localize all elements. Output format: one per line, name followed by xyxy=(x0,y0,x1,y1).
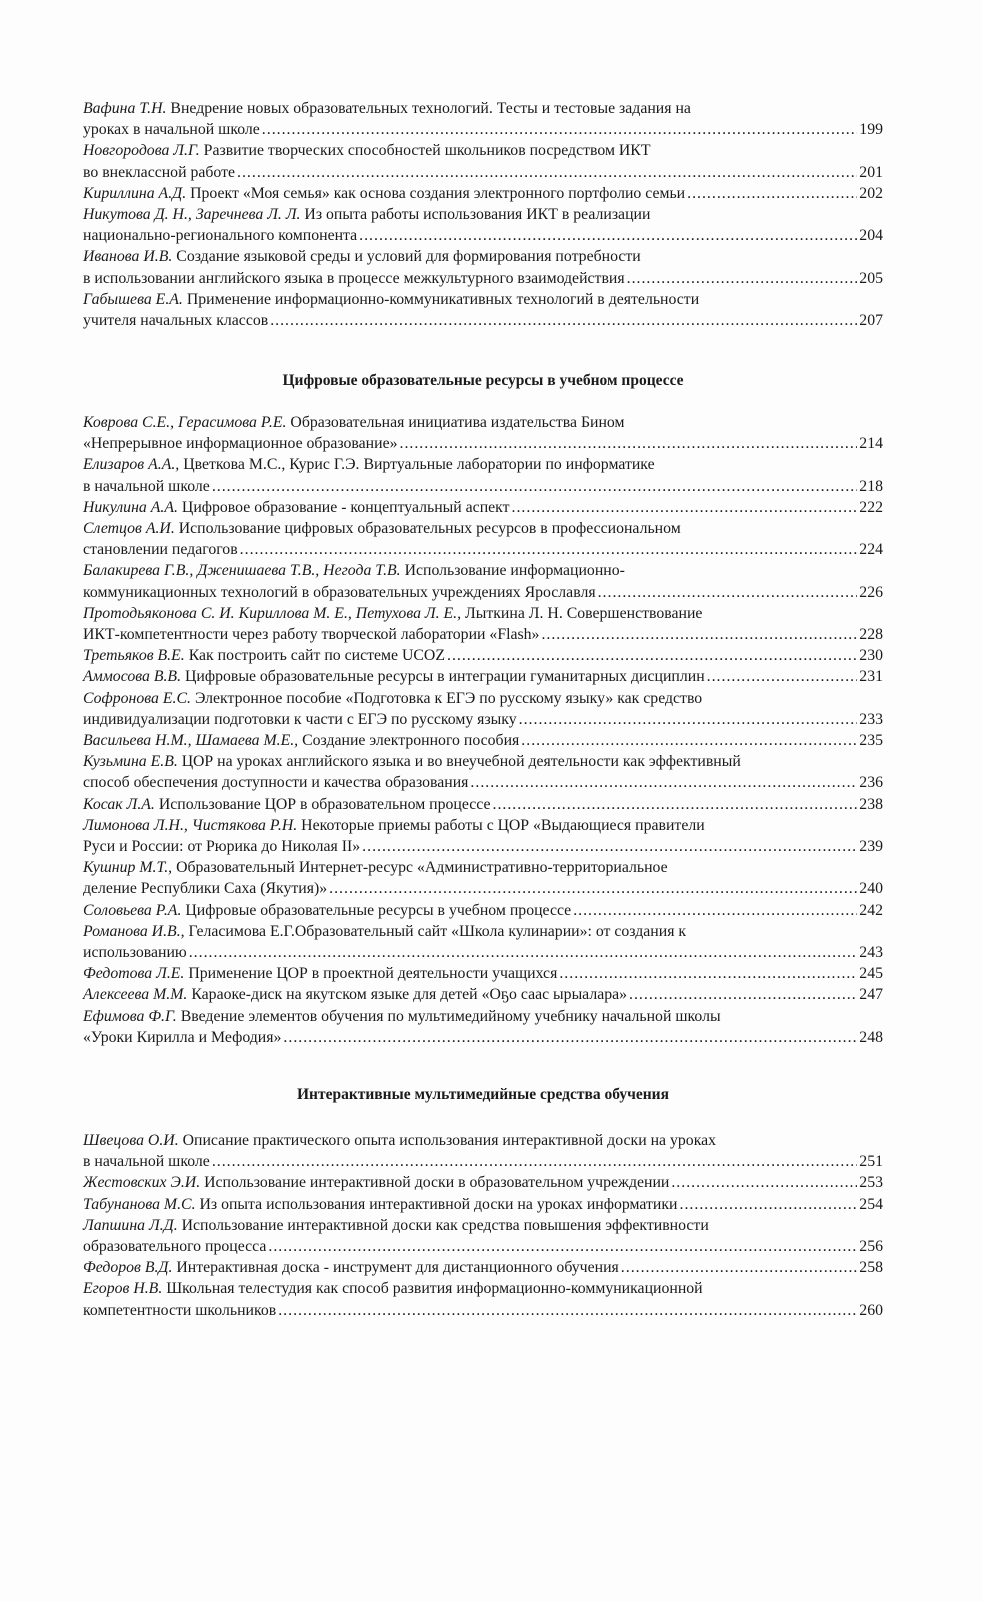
dot-leader xyxy=(493,794,858,815)
entry-text xyxy=(83,772,468,793)
toc-entry-line xyxy=(83,942,883,963)
toc-entry-line xyxy=(83,921,883,942)
section-title: Цифровые образовательные ресурсы в учебном процессе xyxy=(282,372,684,389)
entry-title-line: ЦОР на уроках английского языка и во внеучебной деятельности как эффективный xyxy=(181,753,741,771)
toc-entry-line xyxy=(83,836,883,857)
toc-entry-line xyxy=(83,1027,883,1048)
page-number[interactable]: 202 xyxy=(859,184,883,202)
toc-entry[interactable] xyxy=(83,204,883,246)
entry-text xyxy=(83,815,705,836)
entry-author: Елизаров А.А., xyxy=(83,456,180,474)
toc-entry-line xyxy=(83,539,883,560)
entry-author: Коврова С.Е., Герасимова Р.Е. xyxy=(83,414,287,431)
toc-entry-line xyxy=(83,162,883,183)
toc-entry-line xyxy=(83,688,883,709)
toc-entry[interactable] xyxy=(83,1130,883,1172)
page-number[interactable]: 238 xyxy=(859,795,883,813)
toc-entry-line xyxy=(83,1006,883,1027)
entry-title-line: Образовательная инициатива издательства Бином xyxy=(290,414,625,431)
dot-leader xyxy=(512,497,858,518)
toc-entry-line xyxy=(83,1194,883,1215)
toc-entry[interactable] xyxy=(83,921,883,963)
toc-entry[interactable] xyxy=(83,98,883,140)
entry-text xyxy=(83,624,539,645)
toc-entry-line xyxy=(83,794,883,815)
toc-entry-line xyxy=(83,412,883,433)
entry-title-line: учителя начальных классов xyxy=(83,312,269,330)
entry-text xyxy=(83,603,702,624)
dot-leader xyxy=(627,268,858,289)
entry-text xyxy=(83,204,650,225)
dot-leader xyxy=(212,1151,857,1172)
entry-text xyxy=(83,709,517,730)
entry-title-line: Интерактивная доска - инструмент для дистанционного обучения xyxy=(176,1259,619,1277)
toc-entry-line xyxy=(83,666,883,687)
dot-leader xyxy=(519,709,858,730)
page-number[interactable]: 222 xyxy=(859,498,883,516)
page-number[interactable]: 199 xyxy=(859,121,883,139)
entry-title-line: Из опыта работы использования ИКТ в реализации xyxy=(304,206,651,224)
dot-leader xyxy=(329,878,857,899)
entry-text xyxy=(83,268,625,289)
entry-text xyxy=(83,1278,703,1299)
entry-title-line: Описание практического опыта использования интерактивной доски на уроках xyxy=(182,1132,717,1149)
page-number[interactable]: 236 xyxy=(859,774,883,792)
entry-text xyxy=(83,794,491,815)
toc-entry-line xyxy=(83,857,883,878)
entry-title-line: Применение ЦОР в проектной деятельности учащихся xyxy=(188,965,558,983)
entry-author: Табунанова М.С. xyxy=(83,1195,196,1213)
dot-leader xyxy=(268,1236,857,1257)
toc-entry[interactable] xyxy=(83,454,883,496)
toc-entry-line xyxy=(83,497,883,518)
toc-entry[interactable] xyxy=(83,560,883,602)
entry-title-line: Использование интерактивной доски как средства повышения эффективности xyxy=(181,1216,709,1234)
entry-text xyxy=(83,942,187,963)
entry-author: Васильева Н.М., Шамаева М.Е., xyxy=(83,732,299,750)
entry-author: Аммосова В.В. xyxy=(83,668,182,686)
entry-title-line: в использовании английского языка в процессе межкультурного взаимодействия xyxy=(83,269,625,287)
page-number[interactable]: 242 xyxy=(859,901,883,919)
page-number[interactable]: 245 xyxy=(859,965,883,983)
toc-entry-line xyxy=(83,1215,883,1236)
entry-text xyxy=(83,433,398,454)
entry-text xyxy=(83,162,235,183)
dot-leader xyxy=(362,836,857,857)
toc-section-2 xyxy=(83,1130,883,1321)
dot-leader xyxy=(559,963,857,984)
toc-entry-line xyxy=(83,878,883,899)
toc-entry-line xyxy=(83,582,883,603)
entry-title-line: индивидуализации подготовки к части с ЕГЭ по русскому языку xyxy=(83,710,517,728)
entry-text xyxy=(83,645,445,666)
toc-section-0 xyxy=(83,98,883,331)
entry-text xyxy=(83,730,519,751)
page-number[interactable]: 205 xyxy=(859,269,883,287)
toc-entry-line xyxy=(83,963,883,984)
toc-entry-line xyxy=(83,815,883,836)
entry-title-line: образовательного процесса xyxy=(83,1238,267,1256)
entry-author: Софронова Е.С. xyxy=(83,689,191,707)
toc-entry-line xyxy=(83,984,883,1005)
toc-entry[interactable] xyxy=(83,289,883,331)
entry-title-line: Проект «Моя семья» как основа создания электронного портфолио семьи xyxy=(190,184,686,202)
entry-text xyxy=(83,1172,669,1193)
dot-leader xyxy=(629,984,857,1005)
entry-title-line: Школьная телестудия как способ развития информационно-коммуникационной xyxy=(166,1280,703,1298)
entry-text xyxy=(83,518,681,539)
toc-entry-line xyxy=(83,119,883,140)
page-number[interactable]: 228 xyxy=(859,626,883,644)
toc-entry-line xyxy=(83,645,883,666)
toc-entry-line xyxy=(83,140,883,161)
dot-leader xyxy=(237,162,857,183)
toc-entry-line xyxy=(83,900,883,921)
page-number[interactable]: 247 xyxy=(859,986,883,1004)
page-number[interactable]: 233 xyxy=(859,710,883,728)
entry-text xyxy=(83,119,260,140)
entry-title-line: коммуникационных технологий в образовательных учреждениях Ярославля xyxy=(83,583,596,601)
entry-text xyxy=(83,454,655,475)
dot-leader xyxy=(671,1172,857,1193)
entry-text xyxy=(83,560,625,581)
entry-author: Егоров Н.В. xyxy=(83,1280,163,1298)
entry-author: Никутова Д. Н., Заречнева Л. Л. xyxy=(83,206,301,224)
page-number[interactable]: 201 xyxy=(859,163,883,181)
entry-text xyxy=(83,497,510,518)
dot-leader xyxy=(270,310,857,331)
entry-author: Соловьева Р.А. xyxy=(83,901,182,919)
entry-title-line: Цифровое образование - концептуальный аспект xyxy=(181,498,510,516)
entry-title-line: становлении педагогов xyxy=(83,541,238,559)
toc-entry-line xyxy=(83,751,883,772)
toc-entry-line xyxy=(83,772,883,793)
entry-author: Алексеева М.М. xyxy=(83,986,188,1004)
toc-entry[interactable] xyxy=(83,246,883,288)
entry-text xyxy=(83,539,238,560)
toc-entry-line xyxy=(83,433,883,454)
dot-leader xyxy=(521,730,857,751)
entry-title-line: Караоке-диск на якутском языке для детей «Оҕо саас ырыалара» xyxy=(191,986,628,1004)
toc-entry[interactable] xyxy=(83,518,883,560)
toc-entry-line xyxy=(83,289,883,310)
entry-title-line: Электронное пособие «Подготовка к ЕГЭ по русскому языку» как средство xyxy=(194,689,703,707)
page-number[interactable]: 260 xyxy=(859,1301,883,1319)
toc-entry[interactable] xyxy=(83,857,883,899)
page-number[interactable]: 248 xyxy=(859,1028,883,1046)
toc-entry-line xyxy=(83,183,883,204)
dot-leader xyxy=(189,942,858,963)
entry-author: Никулина А.А. xyxy=(83,498,178,516)
entry-title-line: способ обеспечения доступности и качества образования xyxy=(83,774,469,792)
entry-title-line: Использование информационно- xyxy=(404,562,625,580)
entry-text xyxy=(83,1300,276,1321)
page-number[interactable]: 254 xyxy=(859,1195,883,1213)
entry-title-line: в начальной школе xyxy=(83,477,210,495)
entry-title-line: Цифровые образовательные ресурсы в интеграции гуманитарных дисциплин xyxy=(184,668,705,686)
toc-entry-line xyxy=(83,730,883,751)
entry-text xyxy=(83,1130,716,1151)
entry-title-line: Как построить сайт по системе UCOZ xyxy=(188,647,445,665)
toc-entry[interactable] xyxy=(83,1172,883,1193)
toc-entry[interactable] xyxy=(83,1278,883,1320)
entry-text xyxy=(83,582,596,603)
entry-title-line: Образовательный Интернет-ресурс «Административно-территориальное xyxy=(176,859,668,877)
toc-entry-line xyxy=(83,560,883,581)
toc-entry-line xyxy=(83,98,883,119)
toc-entry[interactable] xyxy=(83,183,883,204)
entry-author: Романова И.В., xyxy=(83,922,185,940)
toc-entry-line xyxy=(83,1236,883,1257)
page-number[interactable]: 253 xyxy=(859,1174,883,1192)
entry-text xyxy=(83,1215,709,1236)
toc-entry[interactable] xyxy=(83,1006,883,1048)
toc-entry-line xyxy=(83,476,883,497)
entry-title-line: Создание электронного пособия xyxy=(302,732,520,750)
toc-entry[interactable] xyxy=(83,645,883,666)
toc-entry-line xyxy=(83,1151,883,1172)
entry-author: Балакирева Г.В., Дженишаева Т.В., Негода Т.В. xyxy=(83,562,401,580)
entry-title-line: Развитие творческих способностей школьников посредством ИКТ xyxy=(203,142,651,160)
section-title: Интерактивные мультимедийные средства обучения xyxy=(296,1086,669,1103)
entry-text xyxy=(83,140,651,161)
dot-leader xyxy=(400,433,858,454)
toc-entry-line xyxy=(83,1300,883,1321)
entry-text xyxy=(83,900,571,921)
toc-entry-line xyxy=(83,603,883,624)
dot-leader xyxy=(598,582,858,603)
page-number[interactable]: 207 xyxy=(859,312,883,330)
entry-title-line: «Непрерывное информационное образование» xyxy=(83,435,398,453)
entry-author: Вафина Т.Н. xyxy=(83,100,167,117)
entry-text xyxy=(83,183,685,204)
page-number[interactable]: 226 xyxy=(859,583,883,601)
entry-text xyxy=(83,751,741,772)
dot-leader xyxy=(687,183,857,204)
page-number[interactable]: 256 xyxy=(859,1238,883,1256)
page-number[interactable]: 243 xyxy=(859,944,883,962)
entry-author: Жестовских Э.И. xyxy=(83,1174,201,1192)
entry-title-line: в начальной школе xyxy=(83,1153,210,1171)
entry-text xyxy=(83,921,686,942)
toc-entry-line xyxy=(83,1172,883,1193)
dot-leader xyxy=(573,900,857,921)
entry-text xyxy=(83,476,210,497)
entry-text xyxy=(83,1236,266,1257)
toc-entry-line xyxy=(83,518,883,539)
toc-entry-line xyxy=(83,268,883,289)
toc-entry[interactable] xyxy=(83,497,883,518)
dot-leader xyxy=(278,1300,857,1321)
entry-text xyxy=(83,984,627,1005)
page-number[interactable]: 235 xyxy=(859,732,883,750)
toc-entry-line xyxy=(83,1130,883,1151)
entry-title-line: Введение элементов обучения по мультимедийному учебнику начальной школы xyxy=(180,1007,721,1025)
dot-leader xyxy=(262,119,858,140)
dot-leader xyxy=(470,772,857,793)
toc-entry[interactable] xyxy=(83,900,883,921)
toc-entry[interactable] xyxy=(83,963,883,984)
entry-title-line: Цифровые образовательные ресурсы в учебном процессе xyxy=(185,901,572,919)
toc-entry[interactable] xyxy=(83,751,883,793)
entry-author: Швецова О.И. xyxy=(83,1132,179,1149)
entry-title-line: Цветкова М.С., Курис Г.Э. Виртуальные лаборатории по информатике xyxy=(183,456,655,474)
toc-entry[interactable] xyxy=(83,730,883,751)
entry-text xyxy=(83,666,705,687)
entry-text xyxy=(83,310,268,331)
entry-author: Третьяков В.Е. xyxy=(83,647,185,665)
toc-entry-line xyxy=(83,246,883,267)
dot-leader xyxy=(707,666,858,687)
entry-author: Кириллина А.Д. xyxy=(83,184,187,202)
entry-title-line: ИКТ-компетентности через работу творческой лаборатории «Flash» xyxy=(83,626,540,644)
entry-text xyxy=(83,1257,619,1278)
entry-text xyxy=(83,246,641,267)
toc-entry-line xyxy=(83,204,883,225)
page-number[interactable]: 214 xyxy=(859,435,883,453)
page-number[interactable]: 204 xyxy=(859,227,883,245)
entry-title-line: компетентности школьников xyxy=(83,1301,277,1319)
entry-author: Габышева Е.А. xyxy=(83,290,183,308)
toc-entry[interactable] xyxy=(83,1215,883,1257)
dot-leader xyxy=(283,1027,857,1048)
entry-author: Федотова Л.Е. xyxy=(83,965,185,983)
entry-text xyxy=(83,289,699,310)
toc-entry-line xyxy=(83,709,883,730)
entry-author: Кузьмина Е.В. xyxy=(83,753,178,771)
toc-entry-line xyxy=(83,1278,883,1299)
entry-title-line: Лыткина Л. Н. Совершенствование xyxy=(465,604,703,622)
page-number[interactable]: 239 xyxy=(859,838,883,856)
entry-author: Иванова И.В. xyxy=(83,248,173,266)
entry-text xyxy=(83,1194,678,1215)
entry-text xyxy=(83,1027,281,1048)
toc-entry[interactable] xyxy=(83,140,883,182)
entry-title-line: Использование цифровых образовательных ресурсов в профессиональном xyxy=(178,520,681,538)
entry-author: Косак Л.А. xyxy=(83,795,155,813)
entry-text xyxy=(83,1151,210,1172)
entry-title-line: Создание языковой среды и условий для формирования потребности xyxy=(176,248,641,266)
page-number[interactable]: 224 xyxy=(859,541,883,559)
toc-entry[interactable] xyxy=(83,688,883,730)
dot-leader xyxy=(541,624,857,645)
dot-leader xyxy=(240,539,858,560)
toc-entry[interactable] xyxy=(83,1257,883,1278)
entry-title-line: деление Республики Саха (Якутия)» xyxy=(83,880,328,898)
entry-title-line: уроках в начальной школе xyxy=(83,121,260,139)
entry-text xyxy=(83,878,327,899)
dot-leader xyxy=(621,1257,858,1278)
entry-title-line: Использование ЦОР в образовательном процессе xyxy=(158,795,491,813)
toc-entry-line xyxy=(83,454,883,475)
page-number[interactable]: 258 xyxy=(859,1259,883,1277)
entry-author: Федоров В.Д. xyxy=(83,1259,173,1277)
toc-section-1 xyxy=(83,412,883,1048)
dot-leader xyxy=(359,225,857,246)
toc-entry-line xyxy=(83,1257,883,1278)
entry-title-line: Внедрение новых образовательных технологий. Тесты и тестовые задания на xyxy=(170,100,691,117)
entry-text xyxy=(83,857,668,878)
dot-leader xyxy=(680,1194,858,1215)
page-number[interactable]: 251 xyxy=(859,1153,883,1171)
entry-text xyxy=(83,412,625,433)
entry-title-line: национально-регионального компонента xyxy=(83,227,358,245)
entry-title-line: Руси и России: от Рюрика до Николая II» xyxy=(83,838,361,856)
entry-author: Лимонова Л.Н., Чистякова Р.Н. xyxy=(83,816,298,834)
page-number[interactable]: 240 xyxy=(859,880,883,898)
entry-title-line: во внеклассной работе xyxy=(83,163,236,181)
toc-entry[interactable] xyxy=(83,794,883,815)
toc-entry[interactable] xyxy=(83,1194,883,1215)
entry-text xyxy=(83,836,360,857)
entry-title-line: Геласимова Е.Г.Образовательный сайт «Школа кулинарии»: от создания к xyxy=(188,922,687,940)
page-number[interactable]: 230 xyxy=(859,647,883,665)
toc-entry[interactable] xyxy=(83,666,883,687)
toc-entry[interactable] xyxy=(83,984,883,1005)
entry-title-line: Применение информационно-коммуникативных технологий в деятельности xyxy=(186,290,700,308)
dot-leader xyxy=(447,645,857,666)
dot-leader xyxy=(212,476,857,497)
toc-entry[interactable] xyxy=(83,412,883,454)
entry-author: Ефимова Ф.Г. xyxy=(83,1007,177,1025)
toc-entry-line xyxy=(83,310,883,331)
entry-author: Слетцов А.И. xyxy=(83,520,175,538)
entry-title-line: Из опыта использования интерактивной доски на уроках информатики xyxy=(199,1195,678,1213)
entry-text xyxy=(83,1006,721,1027)
entry-title-line: Некоторые приемы работы с ЦОР «Выдающиеся правители xyxy=(301,816,705,834)
entry-author: Лапшина Л.Д. xyxy=(83,1216,178,1234)
entry-title-line: «Уроки Кирилла и Мефодия» xyxy=(83,1028,282,1046)
toc-entry-line xyxy=(83,225,883,246)
toc-entry[interactable] xyxy=(83,603,883,645)
entry-text xyxy=(83,225,357,246)
entry-author: Кушнир М.Т., xyxy=(83,859,173,877)
entry-text xyxy=(83,688,702,709)
toc-entry[interactable] xyxy=(83,815,883,857)
toc-entry-line xyxy=(83,624,883,645)
page-number[interactable]: 218 xyxy=(859,477,883,495)
entry-title-line: использованию xyxy=(83,944,187,962)
entry-author: Протодьяконова С. И. Кириллова М. Е., Петухова Л. Е., xyxy=(83,604,462,622)
entry-title-line: Использование интерактивной доски в образовательном учреждении xyxy=(204,1174,670,1192)
entry-text xyxy=(83,963,557,984)
page-number[interactable]: 231 xyxy=(859,668,883,686)
entry-text xyxy=(83,98,691,119)
entry-author: Новгородова Л.Г. xyxy=(83,142,200,160)
